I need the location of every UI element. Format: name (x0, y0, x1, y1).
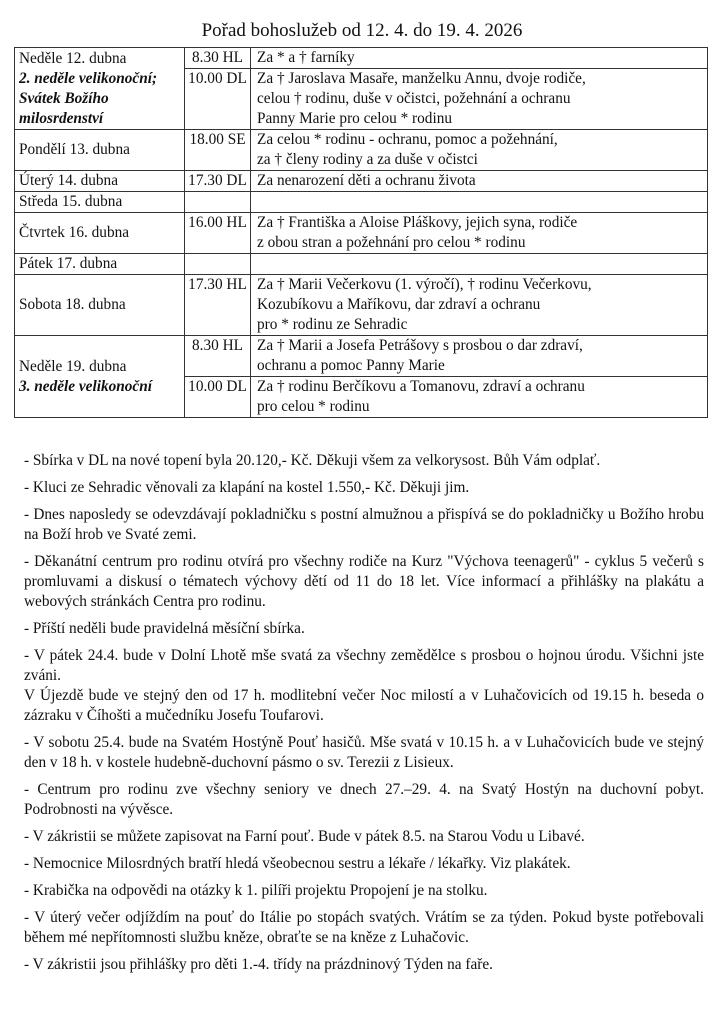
intention-line: Za † Františka a Aloise Pláškovy, jejich syna, rodiče (257, 214, 578, 231)
day-label: Úterý 14. dubna (19, 172, 118, 189)
intention-line (257, 254, 703, 274)
intention-line: Kozubíkovu a Maříkovu, dar zdraví a ochranu (257, 296, 541, 313)
mass-time (185, 192, 251, 213)
announcement-item: - Nemocnice Milosrdných bratří hledá všeobecnou sestru a lékaře / lékařky. Viz plakátek. (24, 855, 571, 872)
schedule-row (15, 130, 708, 171)
intention-line: Za † rodinu Berčíkovu a Tomanovu, zdraví a ochranu (257, 378, 585, 395)
mass-intention (251, 336, 708, 377)
day-cell (15, 130, 185, 171)
intention-line: ochranu a pomoc Panny Marie (257, 357, 445, 374)
intention-line: za † členy rodiny a za duše v očistci (257, 151, 478, 168)
intention-line: Za nenarození děti a ochranu života (257, 172, 476, 189)
mass-intention (251, 377, 708, 418)
day-label: Čtvrtek 16. dubna (19, 224, 130, 241)
announcement-item: - Sbírka v DL na nové topení byla 20.120,- Kč. Děkuji všem za velkorysost. Bůh Vám odplať. (24, 452, 601, 469)
schedule-row (15, 275, 708, 336)
mass-time: 8.30 HL (185, 48, 251, 69)
day-cell (15, 171, 185, 192)
schedule-row (15, 192, 708, 213)
intention-line: Za † Jaroslava Masaře, manželku Annu, dvoje rodiče, (257, 70, 586, 87)
announcement-item: - V pátek 24.4. bude v Dolní Lhotě mše svatá za všechny zemědělce s prosbou o hojnou úrodu. Všichni jste zváni. (24, 647, 704, 684)
mass-intention (251, 213, 708, 254)
day-cell (15, 192, 185, 213)
mass-intention (251, 192, 708, 213)
mass-time: 10.00 DL (185, 377, 251, 418)
day-cell (15, 336, 185, 418)
mass-intention (251, 69, 708, 130)
intention-line: pro celou * rodinu (257, 398, 370, 415)
feast-label: milosrdenství (19, 109, 104, 127)
announcement-item: - V zákristii jsou přihlášky pro děti 1.-4. třídy na prázdninový Týden na faře. (24, 956, 493, 973)
mass-time: 17.30 HL (185, 275, 251, 336)
intention-line: Za † Marii a Josefa Petrášovy s prosbou o dar zdraví, (257, 337, 583, 354)
mass-intention (251, 275, 708, 336)
page-title: Pořad bohoslužeb od 12. 4. do 19. 4. 2026 (201, 20, 523, 41)
announcement-item: - Děkanátní centrum pro rodinu otvírá pro všechny rodiče na Kurz "Výchova teenagerů" - cyklus 5 večerů s promluvami a diskusí o tématech výchovy dětí od 11 do 18 let. Více informací a přihlášky na plakátu a webových stránkách Centra pro rodinu. (24, 553, 704, 610)
intention-line: pro * rodinu ze Sehradic (257, 316, 408, 333)
mass-intention (251, 171, 708, 192)
day-label: Středa 15. dubna (19, 193, 123, 210)
announcement-item: - V sobotu 25.4. bude na Svatém Hostýně Pouť hasičů. Mše svatá v 10.15 h. a v Luhačovicích bude ve stejný den v 18 h. v kostele hudebně-duchovní pásmo o sv. Terezii z Lisieux. (24, 734, 704, 771)
intention-line: Za † Marii Večerkovu (1. výročí), † rodinu Večerkovu, (257, 276, 592, 293)
feast-label: 3. neděle velikonoční (19, 377, 152, 395)
announcements (24, 451, 704, 982)
day-cell (15, 213, 185, 254)
mass-time: 18.00 SE (185, 130, 251, 171)
schedule-row (15, 48, 708, 69)
announcement-item: - Kluci ze Sehradic věnovali za klapání na kostel 1.550,- Kč. Děkuji jim. (24, 479, 470, 496)
schedule-row (15, 254, 708, 275)
mass-intention (251, 48, 708, 69)
mass-time: 10.00 DL (185, 69, 251, 130)
intention-line (257, 192, 703, 212)
intention-line: z obou stran a požehnání pro celou * rodinu (257, 234, 526, 251)
day-cell (15, 254, 185, 275)
intention-line: Za * a † farníky (257, 49, 355, 66)
feast-label: Svátek Božího (19, 89, 109, 107)
day-label: Neděle 19. dubna (19, 357, 127, 375)
schedule-row (15, 213, 708, 254)
day-cell (15, 275, 185, 336)
intention-line: celou † rodinu, duše v očistci, požehnání a ochranu (257, 90, 571, 107)
schedule-row (15, 171, 708, 192)
announcement-item: - Dnes naposledy se odevzdávají pokladničku s postní almužnou a přispívá se do pokladničky u Božího hrobu na Boží hrob ve Svaté zemi. (24, 506, 704, 543)
schedule-table (14, 47, 708, 418)
announcement-item: - V zákristii se můžete zapisovat na Farní pouť. Bude v pátek 8.5. na Starou Vodu u Libavé. (24, 828, 585, 845)
announcement-item: V Újezdě bude ve stejný den od 17 h. modlitební večer Noc milostí a v Luhačovicích od 19.15 h. beseda o zázraku v Číhošti a mučedníku Josefu Toufarovi. (24, 687, 704, 724)
day-label: Pátek 17. dubna (19, 255, 118, 272)
day-cell (15, 48, 185, 130)
announcement-item: - Centrum pro rodinu zve všechny seniory ve dnech 27.–29. 4. na Svatý Hostýn na duchovní pobyt. Podrobnosti na vývěsce. (24, 781, 704, 818)
day-label: Pondělí 13. dubna (19, 141, 130, 158)
announcement-item: - Příští neděli bude pravidelná měsíční sbírka. (24, 620, 305, 637)
day-label: Neděle 12. dubna (19, 49, 127, 67)
mass-time (185, 254, 251, 275)
mass-time: 16.00 HL (185, 213, 251, 254)
announcement-item: - Krabička na odpovědi na otázky k 1. pilíři projektu Propojení je na stolku. (24, 882, 488, 899)
mass-intention (251, 254, 708, 275)
intention-line: Panny Marie pro celou * rodinu (257, 110, 452, 127)
intention-line: Za celou * rodinu - ochranu, pomoc a požehnání, (257, 131, 558, 148)
mass-time: 17.30 DL (185, 171, 251, 192)
announcement-item: - V úterý večer odjíždím na pouť do Itálie po stopách svatých. Vrátím se za týden. Pokud byste potřebovali během mé nepřítomnosti službu kněze, obraťte se na kněze z Luhačovic. (24, 909, 704, 946)
day-label: Sobota 18. dubna (19, 296, 126, 313)
schedule-row (15, 336, 708, 377)
mass-time: 8.30 HL (185, 336, 251, 377)
feast-label: 2. neděle velikonoční; (19, 69, 158, 87)
mass-intention (251, 130, 708, 171)
